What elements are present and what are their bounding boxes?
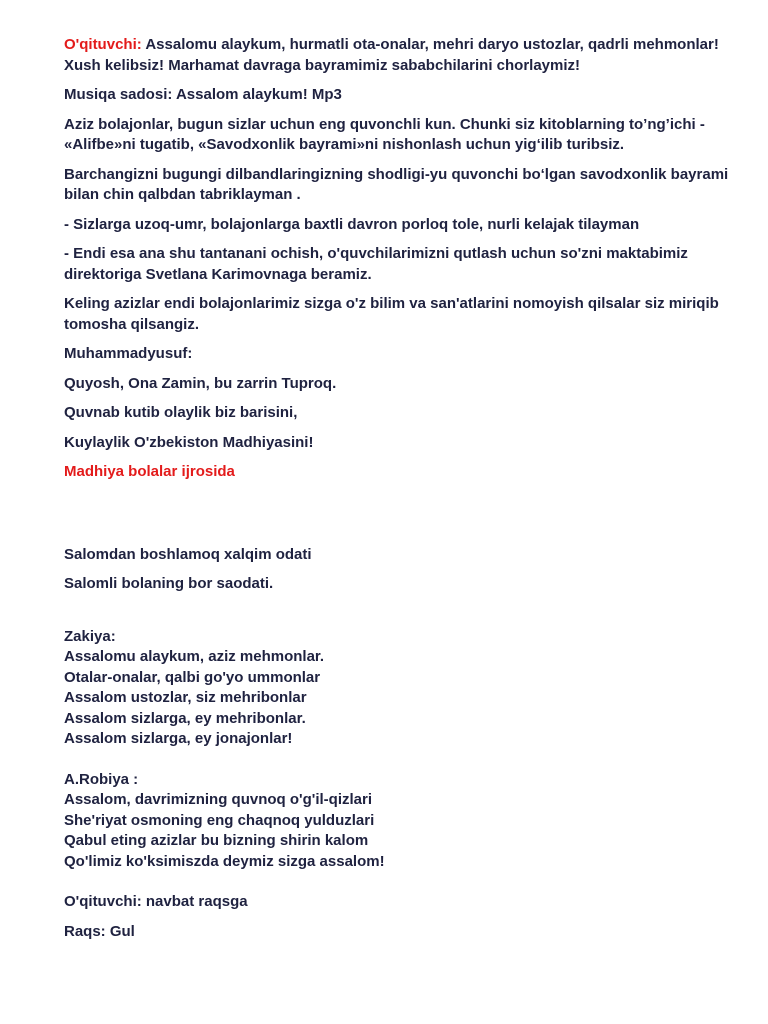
verse-line: Assalom ustozlar, siz mehribonlar [64, 689, 307, 706]
paragraph-dance: Raqs: Gul [64, 922, 135, 940]
paragraph-wishes: - Sizlarga uzoq-umr, bolajonlarga baxtli davron porloq tole, nurli kelajak tilayman [64, 215, 640, 233]
speaker-label: O'qituvchi: [64, 36, 142, 53]
zakiya-verse [64, 627, 744, 750]
verse-line: Qo'limiz ko'ksimiszda deymiz sizga assalom! [64, 852, 385, 870]
paragraph-children-address: Aziz bolajonlar, bugun sizlar uchun eng quvonchli kun. Chunki siz kitoblarning to’ng’ichi - «Alifbe»ni tugatib, «Savodxonlik bayrami»ni nishonlash uchun yig‘ilib turibsiz. [64, 115, 705, 153]
poem-line: Kuylaylik O'zbekiston Madhiyasini! [64, 433, 314, 451]
robiya-verse [64, 770, 744, 873]
verse-line: Qabul eting azizlar bu bizning shirin kalom [64, 832, 369, 849]
verse-line: Assalomu alaykum, aziz mehmonlar. [64, 648, 325, 665]
paragraph-congratulation: Barchangizni bugungi dilbandlaringizning shodligi-yu quvonchi bo‘lgan savodxonlik bayrami bilan chin qalbdan tabriklayman . [64, 165, 729, 203]
document-page [64, 35, 744, 951]
greeting-text: Assalomu alaykum, hurmatli ota-onalar, mehri daryo ustozlar, qadrli mehmonlar! Xush kelibsiz! Marhamat davraga bayramimiz sababchilarini chorlaymiz! [64, 36, 719, 74]
verse-line: She'riyat osmoning eng chaqnoq yulduzlari [64, 811, 375, 829]
verse-line: Assalom, davrimizning quvnoq o'g'il-qizlari [64, 791, 372, 808]
verse-line: Otalar-onalar, qalbi go'yo ummonlar [64, 668, 321, 686]
anthem-note: Madhiya bolalar ijrosida [64, 463, 235, 480]
speaker-zakiya: Zakiya: [64, 627, 116, 645]
poem-line: Quyosh, Ona Zamin, bu zarrin Tuproq. [64, 374, 337, 392]
poem-line: Salomli bolaning bor saodati. [64, 575, 274, 592]
speaker-robiya: A.Robiya : [64, 770, 139, 788]
paragraph-greeting [64, 35, 744, 76]
verse-line: Assalom sizlarga, ey mehribonlar. [64, 709, 306, 727]
poem-line: Quvnab kutib olaylik biz barisini, [64, 404, 298, 421]
poem-line: Salomdan boshlamoq xalqim odati [64, 545, 312, 563]
verse-line: Assalom sizlarga, ey jonajonlar! [64, 730, 293, 747]
paragraph-director: - Endi esa ana shu tantanani ochish, o'quvchilarimizni qutlash uchun so'zni maktabimiz direktoriga Svetlana Karimovnaga beramiz. [64, 245, 688, 283]
speaker-muhammadyusuf: Muhammadyusuf: [64, 345, 193, 362]
paragraph-performance: Keling azizlar endi bolajonlarimiz sizga o'z bilim va san'atlarini nomoyish qilsalar siz miriqib tomosha qilsangiz. [64, 295, 719, 333]
paragraph-music: Musiqa sadosi: Assalom alaykum! Mp3 [64, 86, 342, 103]
paragraph-dance-turn: O'qituvchi: navbat raqsga [64, 893, 248, 910]
